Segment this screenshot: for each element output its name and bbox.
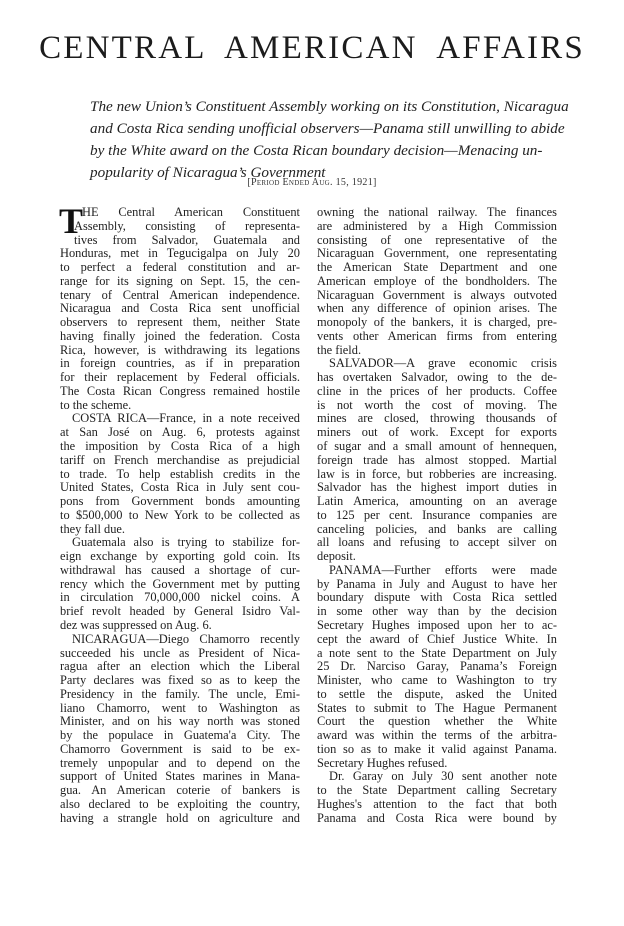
text-line: are administered by a High Commission [317, 218, 557, 233]
text-line: mines are closed, throwing thousands of [317, 411, 557, 426]
text-line: cline in the prices of her products. Coffee [317, 383, 557, 398]
dateline: [Period Ended Aug. 15, 1921] [247, 177, 377, 188]
text-line: Chamorro Government is said to be ex- [60, 741, 300, 756]
text-line: deposit. [317, 549, 356, 564]
text-line: tenary of Central American independence. [60, 287, 300, 302]
text-line: having a strangle hold on agriculture and [60, 810, 300, 825]
text-line: to trade. To help establish credits in the [60, 466, 300, 481]
text-line: Honduras, met in Tegucigalpa on July 20 [60, 246, 300, 261]
text-line: range for its signing on Sept. 15, the cen- [60, 273, 300, 288]
text-line: PANAMA—Further efforts were made [329, 562, 557, 577]
text-line: consisting of one representative of the [317, 232, 557, 247]
text-line: to 125 per cent. Insurance companies are [317, 507, 557, 522]
text-line: Dr. Garay on July 30 sent another note [329, 769, 557, 784]
text-line: Court the question whether the White [317, 714, 557, 729]
article-title: CENTRAL AMERICAN AFFAIRS [39, 30, 585, 66]
text-line: tremely unpopular and to depend on the [60, 755, 300, 770]
text-line: withdrawal has caused a shortage of cur- [60, 562, 300, 577]
text-line: miners out of work. Except for exports [317, 425, 557, 440]
text-line: award was within the terms of the arbitra- [317, 728, 557, 743]
text-line: tariff on French merchandise as prejudicial [60, 452, 300, 467]
text-line: liano Chamorro, went to Washington as [60, 700, 300, 715]
text-line: canceling policies, and banks are calling [317, 521, 557, 536]
text-line: dez was suppressed on Aug. 6. [60, 617, 212, 632]
text-line: Secretary Hughes imposed upon her to ac- [317, 617, 557, 632]
text-line: Salvador has the highest import duties in [317, 480, 557, 495]
text-line: Rica, however, is withdrawing its legations [60, 342, 300, 357]
text-line: Hughes's attention to the fact that both [317, 796, 557, 811]
text-line: is not worth the cost of moving. The [317, 397, 557, 412]
text-line: rency which the Government met by putting [60, 576, 300, 591]
text-line: HE Central American Constituent [82, 205, 300, 219]
text-line: support of United States marines in Mana- [60, 769, 300, 784]
text-line: of sugar and a small amount of hennequen, [317, 439, 557, 454]
text-line: in foreign countries, as if in preparation [60, 356, 300, 371]
text-line: by the populace in Guatema'a City. The [60, 728, 300, 743]
text-line: the imposition by Costa Rica of a high [60, 439, 300, 454]
text-line: observers to represent them, neither State [60, 315, 300, 330]
text-line: American employe of the bondholders. The [317, 273, 557, 288]
text-line: boundary dispute with Costa Rica settled [317, 590, 557, 605]
deck-line: by the White award on the Costa Rican boundary decision—Menacing un- [90, 142, 543, 159]
text-line: all loans and refusing to accept silver on [317, 535, 557, 550]
text-line: eign exchange by exporting gold coin. Its [60, 549, 300, 564]
text-line: they fall due. [60, 521, 126, 536]
text-line: also declared to be exploiting the country, [60, 796, 300, 811]
text-line: States to submit to The Hague Permanent [317, 700, 557, 715]
text-line: the field. [317, 342, 362, 357]
text-line: COSTA RICA—France, in a note received [72, 411, 300, 426]
text-line: to the scheme. [60, 397, 132, 412]
text-line: Minister, who came to Washington to try [317, 673, 557, 688]
right-column [317, 206, 557, 825]
text-line: tion so as to make it valid against Panama. [317, 741, 557, 756]
text-line: SALVADOR—A grave economic crisis [329, 356, 557, 371]
deck-line: popularity of Nicaragua’s Government [90, 164, 326, 181]
text-line: The Costa Rican Congress remained hostile [60, 383, 300, 398]
left-column [59, 201, 300, 825]
text-line: the American State Department and one [317, 260, 557, 275]
text-line: by Panama in July and August to have her [317, 576, 557, 591]
drop-cap: T [59, 201, 84, 241]
text-line: cept the award of Chief Justice White. In [317, 631, 557, 646]
text-line: succeeded his uncle as President of Nica- [60, 645, 300, 660]
text-line: when any difference of opinion arises. The [317, 301, 557, 316]
text-line: vents other American firms from entering [317, 328, 557, 343]
article-deck [90, 96, 569, 184]
text-line: for their replacement by Federal officials. [60, 370, 300, 385]
text-line: Secretary Hughes refused. [317, 755, 448, 770]
text-line: to settle the dispute, asked the United [317, 686, 557, 701]
text-line: NICARAGUA—Diego Chamorro recently [72, 631, 300, 646]
text-line: to perfect a federal constitution and ar- [60, 260, 300, 275]
text-line: ragua after an election which the Liberal [60, 659, 300, 674]
text-line: Assembly, consisting of representa- [74, 218, 300, 233]
text-line: a note sent to the State Department on July [317, 645, 557, 660]
text-line: monopoly of the bankers, it is charged, pre- [317, 315, 557, 330]
text-line: gua. An American coterie of bankers is [60, 783, 300, 798]
text-line: Nicaraguan Government is always outvoted [317, 287, 557, 302]
text-line: in circulation 70,000,000 nickel coins. A [60, 590, 300, 605]
text-line: brief revolt headed by General Isidro Val- [60, 604, 300, 619]
text-line: law is in force, but robberies are increasing. [317, 466, 557, 481]
text-line: at San José on Aug. 6, protests against [60, 425, 300, 440]
text-line: United States, Costa Rica in July sent cou- [60, 480, 300, 495]
text-line: Nicaragua and Costa Rica sent unofficial [60, 301, 300, 316]
text-line: Guatemala also is trying to stabilize for- [72, 535, 300, 550]
deck-line: The new Union’s Constituent Assembly working on its Constitution, Nicaragua [90, 98, 569, 115]
deck-line: and Costa Rica sending unofficial observers—Panama still unwilling to abide [90, 120, 565, 137]
text-line: to $500,000 to New York to be collected as [60, 507, 300, 522]
text-line: Party declares was fixed so as to keep the [60, 673, 300, 688]
text-line: pons from Government bonds amounting [60, 494, 300, 509]
text-line: tives from Salvador, Guatemala and [74, 232, 300, 247]
text-line: to the State Department calling Secretary [317, 783, 557, 798]
text-line: Panama and Costa Rica were bound by [317, 810, 557, 825]
text-line: owning the national railway. The finances [317, 205, 557, 219]
text-line: foreign trade has almost stopped. Martial [317, 452, 557, 467]
text-line: Presidency in the family. The uncle, Emi- [60, 686, 300, 701]
text-line: having finally joined the federation. Costa [60, 328, 300, 343]
text-line: in some other way than by the decision [317, 604, 557, 619]
text-line: Nicaraguan Government, one representating [317, 246, 557, 261]
text-line: Minister, and on his way north was stoned [60, 714, 300, 729]
text-line: 25 Dr. Narciso Garay, Panama’s Foreign [317, 659, 557, 674]
text-line: Latin America, amounting on an average [317, 494, 557, 509]
text-line: has overtaken Salvador, owing to the de- [317, 370, 557, 385]
